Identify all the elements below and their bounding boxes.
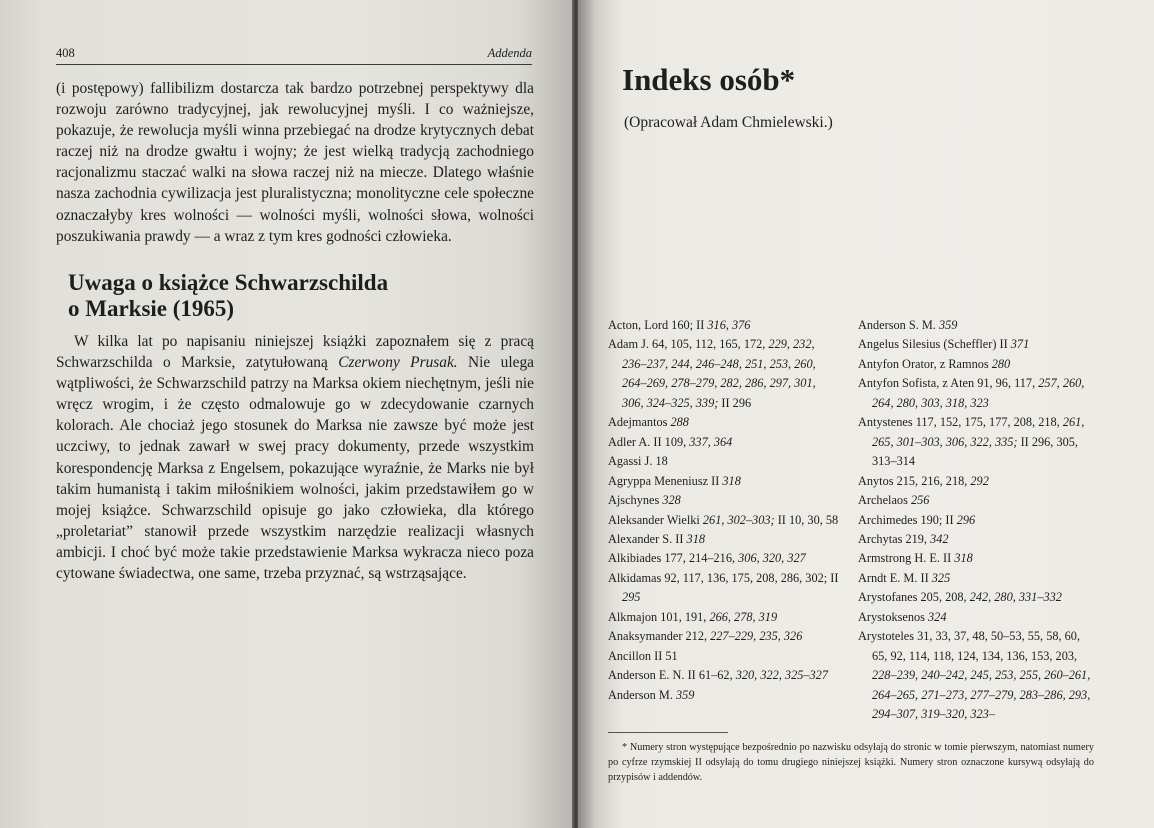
index-entry — [858, 511, 1096, 530]
index-entry-pages: II 296, 305, 313–314 — [872, 434, 1078, 469]
index-entry — [608, 666, 840, 685]
index-entry — [858, 530, 1096, 549]
index-entry — [858, 316, 1096, 335]
index-entry-name: Agryppa Meneniusz II — [608, 473, 723, 488]
body-paragraph-2 — [56, 331, 534, 584]
index-entry — [858, 608, 1096, 627]
index-entry-name: Archimedes 190; II — [858, 512, 957, 527]
index-entry-name: Archytas 219, — [858, 531, 931, 546]
index-entry-italic-pages: 325 — [931, 570, 951, 585]
paragraph-text — [56, 331, 534, 584]
index-entry-name: Adam J. 64, 105, 112, 165, 172, — [608, 337, 769, 352]
index-entry-pages: II 296 — [718, 395, 752, 410]
index-entry-italic-pages: 261, 302–303; — [702, 512, 775, 527]
index-entry — [858, 472, 1096, 491]
index-entry-name: Alkmajon 101, 191, — [608, 609, 710, 624]
index-entry-name: Agassi J. 18 — [608, 454, 668, 469]
index-entry-italic-pages: 342 — [930, 531, 949, 546]
index-entry — [858, 588, 1096, 607]
index-entry — [608, 472, 840, 491]
paragraph-2-start: W kilka lat po napisaniu niniejszej książki zapoznałem się z pracą Schwarzschilda o Marksie, zatytułowaną — [56, 333, 534, 372]
index-entry — [608, 433, 840, 452]
index-entry — [608, 511, 840, 530]
index-entry-italic-pages: 261, 265, 301–303, 306, 322, 335; — [872, 415, 1085, 449]
index-entry-name: Armstrong H. E. II — [858, 551, 955, 566]
index-entry-name: Anderson M. — [608, 687, 676, 702]
index-entry-italic-pages: 318 — [686, 531, 705, 546]
index-entry-name: Archelaos — [858, 493, 911, 508]
index-entry-italic-pages: 242, 280, 331–332 — [969, 590, 1062, 605]
index-entry-italic-pages: 296 — [956, 512, 976, 527]
index-entry-italic-pages: 320, 322, 325–327 — [735, 668, 828, 683]
footnote: * Numery stron występujące bezpośrednio po nazwisku odsyłają do stronic w tomie pierwszym, natomiast numery po cyfrze rzymskiej II odsyłają do tomu drugiego niniejszej książki. Numery stron oznaczone kursywą odsyłają do przypisów i addendów. — [608, 742, 1094, 784]
index-entry-name: Arystoteles 31, 33, 37, 48, 50–53, 55, 58, 60, 65, 92, 114, 118, 124, 134, 136, 153, 203, — [858, 629, 1081, 663]
index-entry-italic-pages: 280 — [991, 356, 1011, 371]
index-entry-name: Angelus Silesius (Scheffler) II — [858, 337, 1011, 352]
body-paragraph-1 — [56, 78, 534, 247]
paragraph-2-rest: Nie ulega wątpliwości, że Schwarzschild patrzy na Marksa okiem niechętnym, jeśli nie wręcz wrogim, i że często odmalowuje go w zdecydowanie czarnych kolorach. Ale chociaż jego stosunek do Marksa nie zawsze być może jest uczciwy, to jednak zawarł w swej pracy dokumenty, przede wszystkim korespondencję Marksa z Engelsem, pokazujące wyraźnie, że Marks nie był takim humanistą i takim miłośnikiem wolności, jakim przedstawiłem go w mojej książce. Schwarzschild opisuje go jako człowieka, dla którego „proletariat” stanowił przede wszystkim narzędzie realizacji własnych ambicji. I choć być może takie przedstawienie Marksa wykracza nieco poza cytowane świadectwa, one same, trzeba przyznać, są wstrząsające. — [56, 354, 534, 583]
index-entry-name: Acton, Lord 160; II — [608, 318, 708, 332]
index-entry-name: Antyfon Orator, z Ramnos — [858, 356, 992, 371]
index-entry — [608, 549, 840, 568]
index-entry — [608, 647, 840, 666]
index-entry-name: Arndt E. M. II — [858, 570, 932, 585]
index-entry-name: Adler A. II 109, — [608, 434, 690, 449]
index-entry-italic-pages: 371 — [1010, 337, 1030, 352]
page-number: 408 — [56, 46, 75, 60]
index-entry — [858, 627, 1096, 724]
index-entry-italic-pages: 256 — [910, 493, 930, 508]
index-entry — [608, 627, 840, 646]
paragraph-text: (i postępowy) fallibilizm dostarcza tak bardzo potrzebnej perspektywy dla rozwoju zarówno tradycyjnej, jak rewolucyjnej myśli. I co ważniejsze, pokazuje, że rewolucja myśli winna przebiegać na drodze krytycznych debat raczej niż na drodze gwałtu i wojny; że jest wielką tradycją zachodniego racjonalizmu staczać walki na słowa raczej niż na miecze. Dlatego właśnie nasza zachodnia cywilizacja jest pluralistyczna; monolityczne cele społeczne oznaczałyby kres wolności — wolności myśli, wolności słowa, wolności poszukiwania prawdy — a wraz z tym kres godności człowieka. — [56, 80, 534, 245]
index-entry — [608, 316, 840, 335]
running-head — [56, 46, 532, 65]
index-entry-name: Aleksander Wielki — [608, 512, 703, 527]
footnote-rule — [608, 732, 728, 733]
index-entry-name: Anaksymander 212, — [608, 629, 711, 644]
index-entry — [608, 686, 840, 705]
index-entry-name: Ancillon II 51 — [608, 648, 678, 663]
index-entry-italic-pages: 337, 364 — [689, 434, 733, 449]
index-entry — [858, 355, 1096, 374]
book-title: Czerwony Prusak. — [338, 354, 458, 372]
index-entry-italic-pages: 359 — [675, 687, 695, 702]
index-title: Indeks osób* — [622, 62, 796, 97]
index-entry-name: Antystenes 117, 152, 175, 177, 208, 218, — [858, 415, 1063, 430]
section-heading-line-1: Uwaga o książce Schwarzschilda — [68, 270, 389, 295]
index-entry — [858, 374, 1096, 413]
index-entry-italic-pages: 318 — [954, 551, 973, 566]
index-entry — [858, 569, 1096, 588]
index-entry-italic-pages: 359 — [938, 318, 958, 332]
index-entry-italic-pages: 318 — [722, 473, 741, 488]
index-entry-italic-pages: 328 — [662, 493, 681, 508]
index-entry-name: Antyfon Sofista, z Aten 91, 96, 117, — [858, 376, 1039, 391]
index-column-right — [858, 316, 1096, 725]
index-entry-name: Adejmantos — [608, 415, 671, 430]
index-entry-italic-pages: 316, 376 — [707, 318, 751, 332]
index-subtitle: (Opracował Adam Chmielewski.) — [624, 114, 833, 131]
index-entry-name: Ajschynes — [608, 493, 663, 508]
index-entry-pages: II 10, 30, 58 — [774, 512, 839, 527]
index-entry-italic-pages: 228–239, 240–242, 245, 253, 255, 260–261, 264–265, 271–273, 277–279, 283–286, 293, 294–307, 319–320, 323– — [872, 668, 1091, 722]
running-title: Addenda — [487, 46, 532, 60]
index-column-left — [608, 316, 840, 705]
index-entry-name: Anderson E. N. II 61–62, — [608, 668, 736, 683]
index-entry-name: Anderson S. M. — [858, 318, 939, 332]
index-entry-name: Alkibiades 177, 214–216, — [608, 551, 739, 566]
section-heading — [68, 270, 508, 322]
index-entry-italic-pages: 295 — [622, 590, 641, 605]
index-entry-italic-pages: 306, 320, 327 — [738, 551, 806, 566]
index-entry-name: Alkidamas 92, 117, 136, 175, 208, 286, 302; II — [608, 570, 839, 585]
index-entry — [608, 569, 840, 608]
index-entry — [608, 335, 840, 413]
index-entry-name: Arystofanes 205, 208, — [858, 590, 970, 605]
index-entry — [608, 530, 840, 549]
index-entry — [858, 413, 1096, 471]
index-entry-italic-pages: 266, 278, 319 — [709, 609, 778, 624]
index-entry-italic-pages: 229, 232, 236–237, 244, 246–248, 251, 253, 260, 264–269, 278–279, 282, 286, 297, 301, 306, 324–325, 339; — [622, 337, 816, 410]
index-entry — [608, 452, 840, 471]
index-entry — [608, 491, 840, 510]
right-page — [578, 0, 1154, 828]
index-entry-italic-pages: 288 — [670, 415, 689, 430]
index-entry-italic-pages: 324 — [928, 609, 947, 624]
index-entry — [858, 549, 1096, 568]
section-heading-line-2: o Marksie (1965) — [68, 296, 235, 321]
index-entry — [608, 413, 840, 432]
index-entry-name: Anytos 215, 216, 218, — [858, 473, 971, 488]
index-entry — [858, 491, 1096, 510]
index-entry-italic-pages: 227–229, 235, 326 — [710, 629, 803, 644]
index-entry-italic-pages: 257, 260, 264, 280, 303, 318, 323 — [872, 376, 1085, 410]
index-entry — [608, 608, 840, 627]
index-entry-italic-pages: 292 — [970, 473, 989, 488]
index-entry — [858, 335, 1096, 354]
index-entry-name: Alexander S. II — [608, 531, 687, 546]
index-entry-name: Arystoksenos — [858, 609, 929, 624]
left-page — [0, 0, 574, 828]
